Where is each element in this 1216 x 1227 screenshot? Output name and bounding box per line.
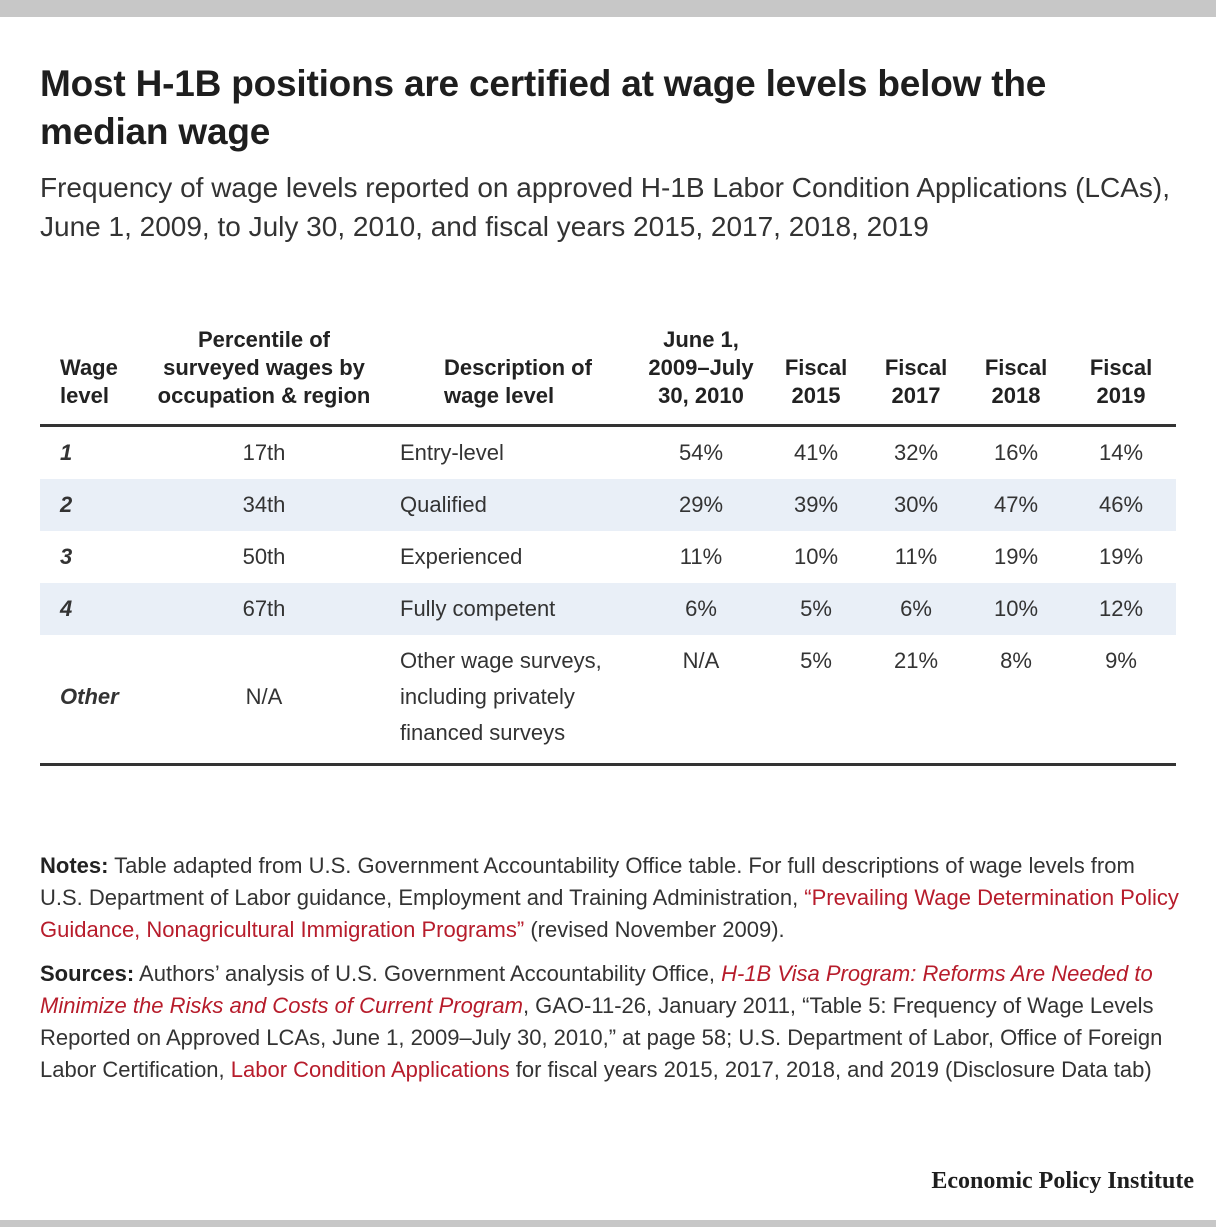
cell-level: Other [40,635,150,765]
footnotes [40,850,1180,1098]
cell-2015: 5% [766,635,866,765]
table-row [40,635,1176,765]
cell-description: Entry-level [400,440,504,465]
cell-percentile: 17th [242,440,286,465]
brand-wordmark: Economic Policy Institute [931,1168,1194,1194]
cell-level: 1 [60,440,73,465]
cell-2019: 9% [1066,635,1176,765]
cell-2018: 19% [993,544,1039,569]
sources-lca-link[interactable]: Labor Condition Applications [230,1057,510,1082]
cell-percentile: 67th [150,583,378,635]
cell-2015: 10% [793,544,839,569]
table-header-row [40,320,1176,426]
notes-text: Table adapted from U.S. Government Accountability Office table. For full descriptions of wage levels from U.S. Department of Labor guidance, Employment and Training Administration, [40,853,1135,910]
cell-2015: 5% [766,583,866,635]
cell-2017: 11% [894,544,938,569]
cell-2017: 32% [893,440,939,465]
cell-2009: N/A [636,635,766,765]
wage-level-table [40,320,1176,766]
cell-level: 3 [60,544,73,569]
cell-2015: 41% [793,440,839,465]
cell-2015: 39% [766,479,866,531]
sources-gao-report-link[interactable]: H-1B Visa Program: Reforms Are Needed to Minimize the Risks and Costs of Current Program [40,961,1153,1018]
cell-2019: 19% [1098,544,1144,569]
table-row [40,583,1176,635]
notes-guidance-link[interactable]: “Prevailing Wage Determination Policy Guidance, Nonagricultural Immigration Programs” [40,885,1179,942]
sources-text-end: for fiscal years 2015, 2017, 2018, and 2019 (Disclosure Data tab) [509,1057,1152,1082]
cell-description: Qualified [378,479,636,531]
cell-2009: 6% [636,583,766,635]
header-percentile: Percentile of surveyed wages by occupation & region [150,320,378,426]
cell-percentile: N/A [150,635,378,765]
chart-title: Most H-1B positions are certified at wage levels below the median wage [40,63,1047,152]
header-fy2018: Fiscal 2018 [966,320,1066,426]
cell-2018: 16% [993,440,1039,465]
cell-2019: 14% [1098,440,1144,465]
chart-subtitle: Frequency of wage levels reported on approved H-1B Labor Condition Applications (LCAs), June 1, 2009, to July 30, 2010, and fiscal years 2015, 2017, 2018, 2019 [40,172,1170,242]
cell-level: 4 [40,583,150,635]
cell-2019: 46% [1066,479,1176,531]
cell-2009: 54% [678,440,724,465]
cell-percentile: 50th [242,544,286,569]
header-fy2017: Fiscal 2017 [866,320,966,426]
header-wage-level: Wage level [40,320,150,426]
table-row [40,479,1176,531]
cell-2017: 6% [866,583,966,635]
cell-level: 2 [40,479,150,531]
cell-percentile: 34th [150,479,378,531]
header-description: Description of wage level [378,320,636,426]
notes-label: Notes: [40,853,109,878]
sources-label: Sources: [40,961,135,986]
cell-2019: 12% [1066,583,1176,635]
sources-text: Authors’ analysis of U.S. Government Accountability Office, [134,961,722,986]
bottom-border [0,1220,1216,1227]
cell-2018: 10% [966,583,1066,635]
notes-text-end: (revised November 2009). [524,917,785,942]
cell-2017: 30% [866,479,966,531]
cell-description: Other wage surveys, including privately financed surveys [378,635,636,765]
cell-2017: 21% [866,635,966,765]
cell-2018: 8% [966,635,1066,765]
cell-2009: 29% [636,479,766,531]
header-fy2015: Fiscal 2015 [766,320,866,426]
sources-text-mid: , GAO-11-26, January 2011, “Table 5: Frequency of Wage Levels Reported on Approved LCAs, June 1, 2009–July 30, 2010,” at page 58; U.S. Department of Labor, Office of Foreign Labor Certification, [40,993,1163,1082]
cell-description: Fully competent [378,583,636,635]
notes-paragraph [40,850,1180,946]
header-fy2019: Fiscal 2019 [1066,320,1176,426]
sources-paragraph [40,958,1180,1086]
cell-description: Experienced [400,544,523,569]
header [40,60,1180,246]
table-row [40,531,1176,583]
top-border [0,0,1216,17]
cell-2018: 47% [966,479,1066,531]
header-period-2009: June 1, 2009–July 30, 2010 [636,320,766,426]
table-row [40,426,1176,480]
cell-2009: 11% [679,544,723,569]
